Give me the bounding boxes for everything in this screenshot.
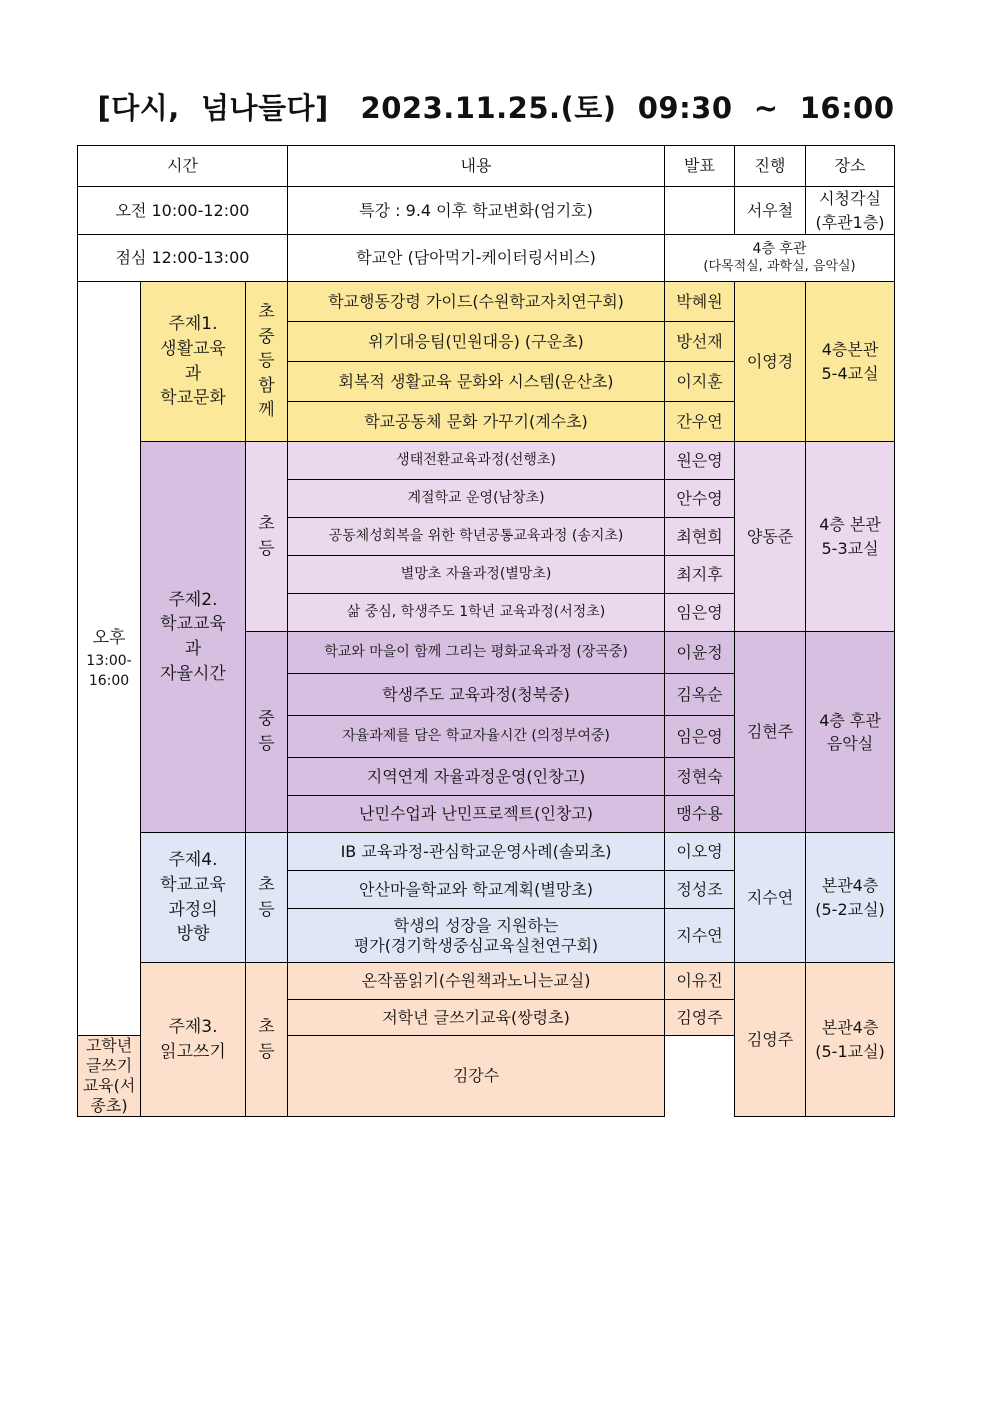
theme1-host: 이영경 [735, 282, 806, 442]
theme1-place: 4층본관 5-4교실 [806, 282, 895, 442]
theme3-presenter: 김영주 [665, 1000, 735, 1036]
theme2-secondary-level: 중 등 [246, 632, 288, 833]
theme2-secondary-host: 김현주 [735, 632, 806, 833]
morning-host: 서우철 [735, 187, 806, 235]
theme4-content: 안산마을학교와 학교계획(별망초) [288, 871, 665, 909]
theme4-presenter: 이오영 [665, 833, 735, 871]
theme2-secondary-place: 4층 후관 음악실 [806, 632, 895, 833]
table-header-row [78, 146, 895, 187]
theme2-title: 주제2. 학교교육 과 자율시간 [141, 442, 246, 833]
table-row [78, 833, 895, 871]
theme2-elementary-host: 양동준 [735, 442, 806, 632]
morning-place: 시청각실 (후관1층) [806, 187, 895, 235]
theme2-elementary-place: 4층 본관 5-3교실 [806, 442, 895, 632]
theme3-content: 저학년 글쓰기교육(쌍령초) [288, 1000, 665, 1036]
theme4-presenter: 지수연 [665, 909, 735, 963]
theme2-presenter: 최현희 [665, 518, 735, 556]
theme1-content: 위기대응팀(민원대응) (구운초) [288, 322, 665, 362]
theme1-content: 회복적 생활교육 문화와 시스템(운산초) [288, 362, 665, 402]
theme2-content: 학교와 마을이 함께 그리는 평화교육과정 (장곡중) [288, 632, 665, 674]
theme2-presenter: 이윤정 [665, 632, 735, 674]
header-time: 시간 [78, 146, 288, 187]
theme1-presenter: 이지훈 [665, 362, 735, 402]
theme2-content: 생태전환교육과정(선행초) [288, 442, 665, 480]
page-title: [다시, 넘나들다] 2023.11.25.(토) 09:30 ~ 16:00 [97, 91, 895, 125]
theme2-presenter: 임은영 [665, 716, 735, 758]
theme4-presenter: 정성조 [665, 871, 735, 909]
theme1-content: 학교공동체 문화 가꾸기(계수초) [288, 402, 665, 442]
lunch-place: 4층 후관 (다목적실, 과학실, 음악실) [665, 235, 895, 282]
theme1-presenter: 방선재 [665, 322, 735, 362]
theme2-presenter: 안수영 [665, 480, 735, 518]
theme4-place: 본관4층 (5-2교실) [806, 833, 895, 963]
theme2-content: 지역연계 자율과정운영(인창고) [288, 758, 665, 796]
theme4-level: 초 등 [246, 833, 288, 963]
morning-row [78, 187, 895, 235]
lunch-content: 학교안 (담아먹기-케이터링서비스) [288, 235, 665, 282]
theme2-content: 공동체성회복을 위한 학년공통교육과정 (송지초) [288, 518, 665, 556]
morning-time: 오전 10:00-12:00 [78, 187, 288, 235]
theme2-content: 학생주도 교육과정(청북중) [288, 674, 665, 716]
theme3-title: 주제3. 읽고쓰기 [141, 963, 246, 1117]
theme4-content: IB 교육과정-관심학교운영사례(솔뫼초) [288, 833, 665, 871]
theme2-presenter: 최지후 [665, 556, 735, 594]
theme1-level: 초 중 등 함 께 [246, 282, 288, 442]
theme2-content: 별망초 자율과정(별망초) [288, 556, 665, 594]
theme1-content: 학교행동강령 가이드(수원학교자치연구회) [288, 282, 665, 322]
theme1-presenter: 간우연 [665, 402, 735, 442]
theme2-presenter: 맹수용 [665, 796, 735, 833]
theme4-host: 지수연 [735, 833, 806, 963]
theme3-presenter: 이유진 [665, 963, 735, 1000]
theme3-content: 고학년 글쓰기교육(서종초) [78, 1036, 141, 1117]
theme2-presenter: 정현숙 [665, 758, 735, 796]
header-host: 진행 [735, 146, 806, 187]
table-row [78, 963, 895, 1000]
lunch-time: 점심 12:00-13:00 [78, 235, 288, 282]
lunch-row [78, 235, 895, 282]
theme1-title: 주제1. 생활교육 과 학교문화 [141, 282, 246, 442]
afternoon-time: 오후 13:00- 16:00 [78, 282, 141, 1036]
theme3-content: 온작품읽기(수원책과노니는교실) [288, 963, 665, 1000]
theme1-presenter: 박혜원 [665, 282, 735, 322]
theme2-elementary-level: 초 등 [246, 442, 288, 632]
table-row [78, 442, 895, 480]
theme2-content: 계절학교 운영(남창초) [288, 480, 665, 518]
theme2-presenter: 임은영 [665, 594, 735, 632]
morning-presenter [665, 187, 735, 235]
theme3-host: 김영주 [735, 963, 806, 1117]
theme4-title: 주제4. 학교교육 과정의 방향 [141, 833, 246, 963]
theme2-presenter: 김옥순 [665, 674, 735, 716]
theme3-presenter: 김강수 [288, 1036, 665, 1117]
schedule-table [77, 145, 895, 1117]
theme2-content: 난민수업과 난민프로젝트(인창고) [288, 796, 665, 833]
theme2-content: 삶 중심, 학생주도 1학년 교육과정(서정초) [288, 594, 665, 632]
table-row [78, 282, 895, 322]
morning-content: 특강 : 9.4 이후 학교변화(엄기호) [288, 187, 665, 235]
theme4-content: 학생의 성장을 지원하는 평가(경기학생중심교육실천연구회) [288, 909, 665, 963]
header-presenter: 발표 [665, 146, 735, 187]
theme2-presenter: 원은영 [665, 442, 735, 480]
header-content: 내용 [288, 146, 665, 187]
header-place: 장소 [806, 146, 895, 187]
theme2-content: 자율과제를 담은 학교자율시간 (의정부여중) [288, 716, 665, 758]
theme3-level: 초 등 [246, 963, 288, 1117]
theme3-place: 본관4층 (5-1교실) [806, 963, 895, 1117]
